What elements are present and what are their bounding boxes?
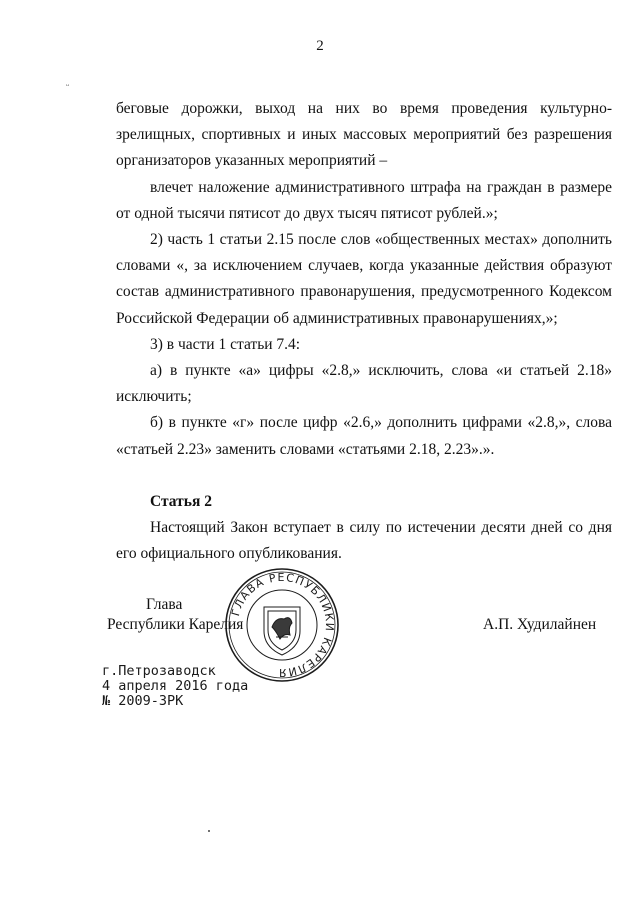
signature-title: Глава <box>146 596 183 613</box>
registration-stamp <box>102 664 248 709</box>
document-body <box>116 96 612 567</box>
page-number: 2 <box>316 38 324 54</box>
margin-mark: ᵕ <box>66 80 70 92</box>
stamp-number: № 2009-ЗРК <box>102 693 184 709</box>
coat-of-arms-icon <box>264 607 300 655</box>
stamp-date: 4 апреля 2016 года <box>102 678 249 694</box>
paragraph-item-2: 2) часть 1 статьи 2.15 после слов «общественных местах» дополнить словами «, за исключением случаев, когда указанные действия образуют состав административного правонарушения, предусмотренного Кодексом Российской Федерации об административных правонарушениях,»; <box>116 231 612 327</box>
seal-text: ГЛАВА РЕСПУБЛИКИ КАРЕЛИЯ <box>228 570 337 680</box>
article-text: Настоящий Закон вступает в силу по истечении десяти дней со дня его официального опубликования. <box>116 519 612 563</box>
signatory-name: А.П. Худилайнен <box>483 616 597 633</box>
signature-organization: Республики Карелия <box>107 616 244 633</box>
paragraph-penalty: влечет наложение административного штрафа на граждан в размере от одной тысячи пятисот до двух тысяч пятисот рублей.»; <box>116 178 612 222</box>
stamp-city: г.Петрозаводск <box>102 663 216 679</box>
paragraph-item-3: 3) в части 1 статьи 7.4: <box>150 335 301 353</box>
scan-speck <box>208 830 210 832</box>
paragraph-subitem-b: б) в пункте «г» после цифр «2.6,» дополнить цифрами «2.8,», слова «статьей 2.23» заменить словами «статьями 2.18, 2.23».». <box>116 414 612 458</box>
paragraph-subitem-a: а) в пункте «а» цифры «2.8,» исключить, слова «и статьей 2.18» исключить; <box>116 362 612 406</box>
paragraph-continuation: беговые дорожки, выход на них во время проведения культурно-зрелищных, спортивных и иных массовых мероприятий без разрешения организаторов указанных мероприятий – <box>116 100 612 170</box>
article-heading: Статья 2 <box>150 492 212 510</box>
